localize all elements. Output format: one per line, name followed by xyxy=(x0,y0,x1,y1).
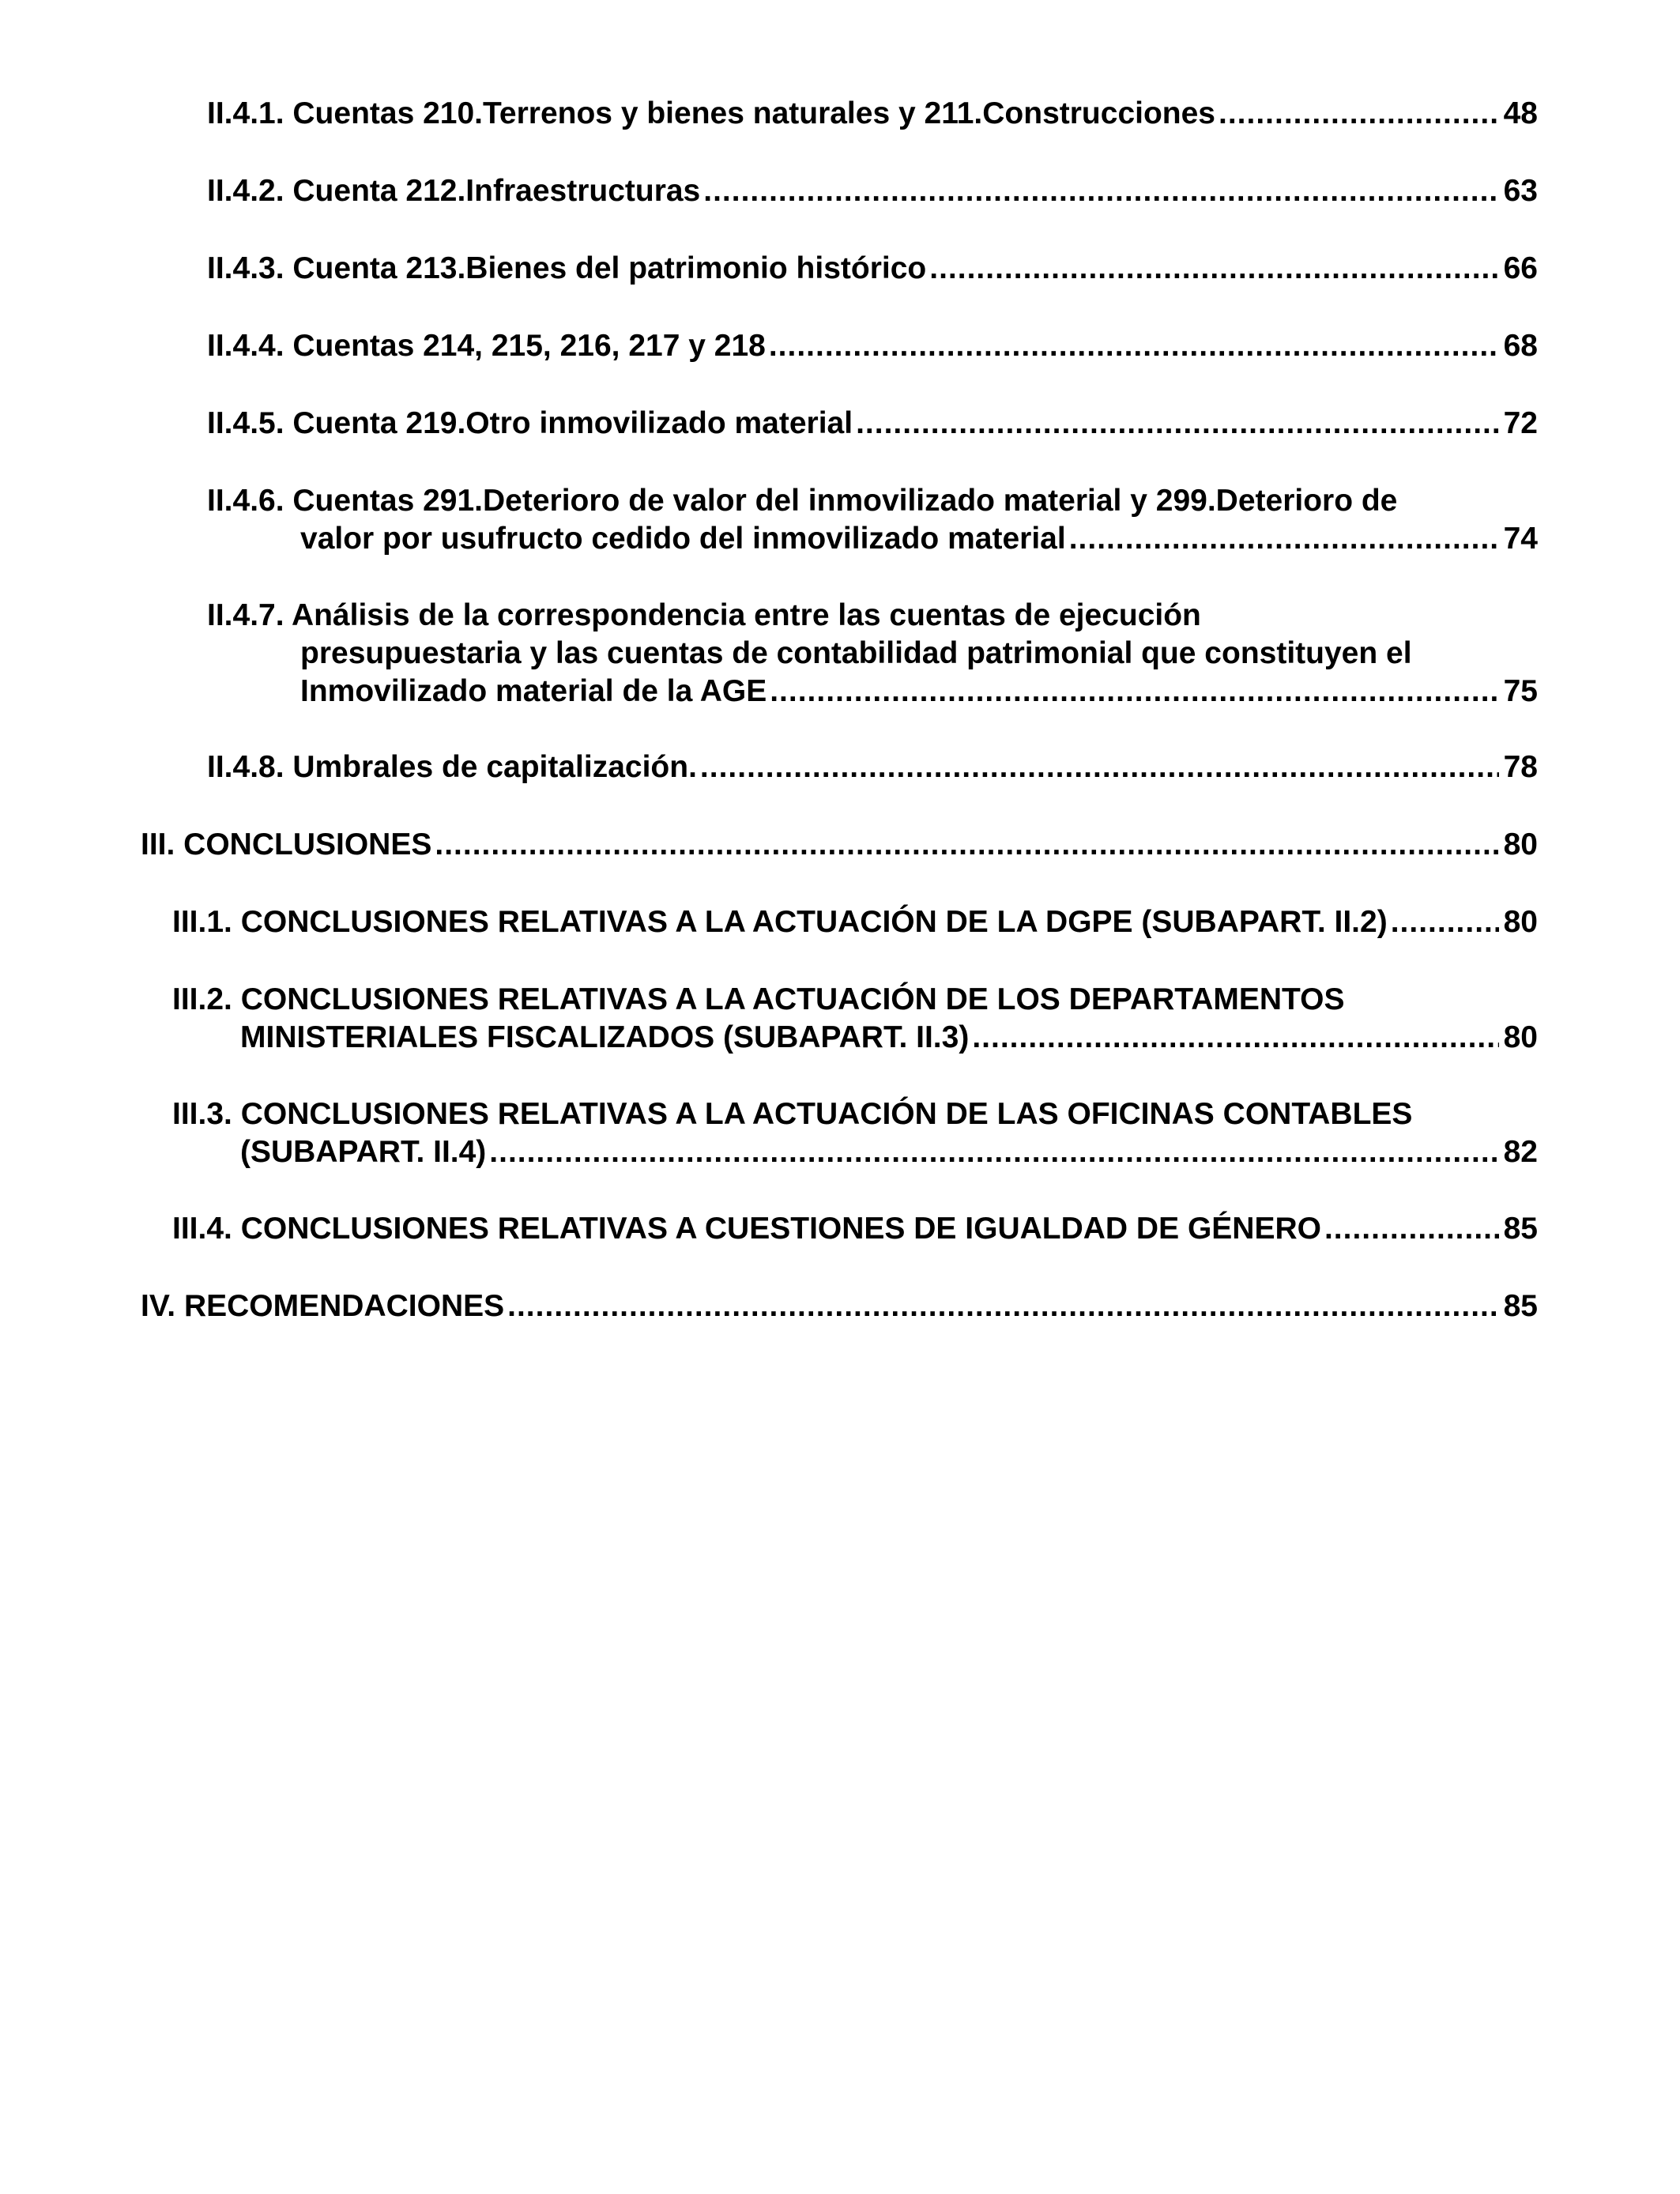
toc-line xyxy=(172,981,1538,1019)
toc-line xyxy=(207,405,1538,443)
toc-line xyxy=(172,903,1538,941)
toc-line xyxy=(207,250,1538,288)
dot-leader xyxy=(770,673,1498,711)
toc-entry[interactable] xyxy=(207,405,1538,443)
toc-page-number: 48 xyxy=(1503,96,1538,130)
toc-entry[interactable] xyxy=(141,1287,1538,1325)
toc-page-number: 74 xyxy=(1503,522,1538,556)
toc-entry-title: II.4.2. Cuenta 212.Infraestructuras xyxy=(207,174,701,208)
toc-entry-title: III.4. CONCLUSIONES RELATIVAS A CUESTIONES DE IGUALDAD DE GÉNERO xyxy=(172,1212,1321,1246)
toc-entry-title: II.4.3. Cuenta 213.Bienes del patrimonio histórico xyxy=(207,251,927,285)
dot-leader xyxy=(769,327,1499,365)
toc-entry-title-continued: Inmovilizado material de la AGE xyxy=(300,674,767,708)
toc-entry-title: II.4.6. Cuentas 291.Deterioro de valor del inmovilizado material y 299.Deterioro de xyxy=(207,484,1398,518)
toc-entry-title: II.4.5. Cuenta 219.Otro inmovilizado material xyxy=(207,406,853,440)
toc-line xyxy=(207,95,1538,133)
dot-leader xyxy=(929,250,1498,288)
toc-entry[interactable] xyxy=(172,903,1538,941)
toc-line xyxy=(207,172,1538,210)
toc-entry[interactable] xyxy=(207,748,1538,786)
toc-line xyxy=(207,673,1538,711)
toc-line xyxy=(172,1133,1538,1171)
dot-leader xyxy=(435,826,1498,864)
toc-page-number: 68 xyxy=(1503,329,1538,363)
toc-page-number: 80 xyxy=(1503,827,1538,861)
dot-leader xyxy=(1219,95,1499,133)
toc-line xyxy=(172,1210,1538,1248)
toc-line xyxy=(141,826,1538,864)
dot-leader xyxy=(1391,903,1499,941)
toc-line xyxy=(172,1095,1538,1133)
toc-entry[interactable] xyxy=(207,172,1538,210)
dot-leader xyxy=(856,405,1499,443)
toc-entry[interactable] xyxy=(172,1095,1538,1171)
toc-line xyxy=(207,520,1538,558)
toc-entry[interactable] xyxy=(207,327,1538,365)
toc-entry[interactable] xyxy=(207,250,1538,288)
toc-page-number: 82 xyxy=(1503,1135,1538,1169)
toc-line xyxy=(207,482,1538,520)
toc-entry[interactable] xyxy=(207,597,1538,711)
toc-entry-title-continued: presupuestaria y las cuentas de contabilidad patrimonial que constituyen el xyxy=(300,636,1412,670)
toc-entry-title: III.3. CONCLUSIONES RELATIVAS A LA ACTUACIÓN DE LAS OFICINAS CONTABLES xyxy=(172,1097,1413,1131)
toc-entry[interactable] xyxy=(141,826,1538,864)
toc-entry-title-continued: MINISTERIALES FISCALIZADOS (SUBAPART. II.3) xyxy=(240,1020,970,1054)
toc-page-number: 80 xyxy=(1503,905,1538,939)
toc-entry-title-continued: (SUBAPART. II.4) xyxy=(240,1135,487,1169)
toc-entry-title: II.4.8. Umbrales de capitalización. xyxy=(207,750,697,784)
toc-entry-title: III. CONCLUSIONES xyxy=(141,827,432,861)
toc-entry-title: II.4.1. Cuentas 210.Terrenos y bienes naturales y 211.Construcciones xyxy=(207,96,1215,130)
dot-leader xyxy=(703,172,1498,210)
toc-entry[interactable] xyxy=(207,482,1538,558)
toc-entry-title: IV. RECOMENDACIONES xyxy=(141,1289,505,1323)
toc-entry[interactable] xyxy=(172,981,1538,1057)
dot-leader xyxy=(700,748,1499,786)
dot-leader xyxy=(1324,1210,1499,1248)
toc-entry[interactable] xyxy=(207,95,1538,133)
toc-entry-title: II.4.4. Cuentas 214, 215, 216, 217 y 218 xyxy=(207,329,766,363)
dot-leader xyxy=(972,1019,1498,1057)
toc-page-number: 78 xyxy=(1503,750,1538,784)
toc-line xyxy=(207,635,1538,673)
toc-line xyxy=(207,748,1538,786)
toc-page-number: 75 xyxy=(1503,674,1538,708)
toc-entry[interactable] xyxy=(172,1210,1538,1248)
toc-page-number: 85 xyxy=(1503,1289,1538,1323)
toc-line xyxy=(172,1019,1538,1057)
toc-line xyxy=(141,1287,1538,1325)
toc-entry-title: III.1. CONCLUSIONES RELATIVAS A LA ACTUACIÓN DE LA DGPE (SUBAPART. II.2) xyxy=(172,905,1388,939)
toc-entry-title: II.4.7. Análisis de la correspondencia entre las cuentas de ejecución xyxy=(207,598,1201,632)
toc-page-number: 80 xyxy=(1503,1020,1538,1054)
toc-page-number: 66 xyxy=(1503,251,1538,285)
toc-page-number: 63 xyxy=(1503,174,1538,208)
toc-entry-title-continued: valor por usufructo cedido del inmovilizado material xyxy=(300,522,1066,556)
dot-leader xyxy=(489,1133,1498,1171)
toc-entry-title: III.2. CONCLUSIONES RELATIVAS A LA ACTUACIÓN DE LOS DEPARTAMENTOS xyxy=(172,982,1345,1016)
dot-leader xyxy=(1069,520,1499,558)
dot-leader xyxy=(507,1287,1498,1325)
toc-line xyxy=(207,327,1538,365)
toc-line xyxy=(207,597,1538,635)
toc-page-number: 85 xyxy=(1503,1212,1538,1246)
toc-page-number: 72 xyxy=(1503,406,1538,440)
